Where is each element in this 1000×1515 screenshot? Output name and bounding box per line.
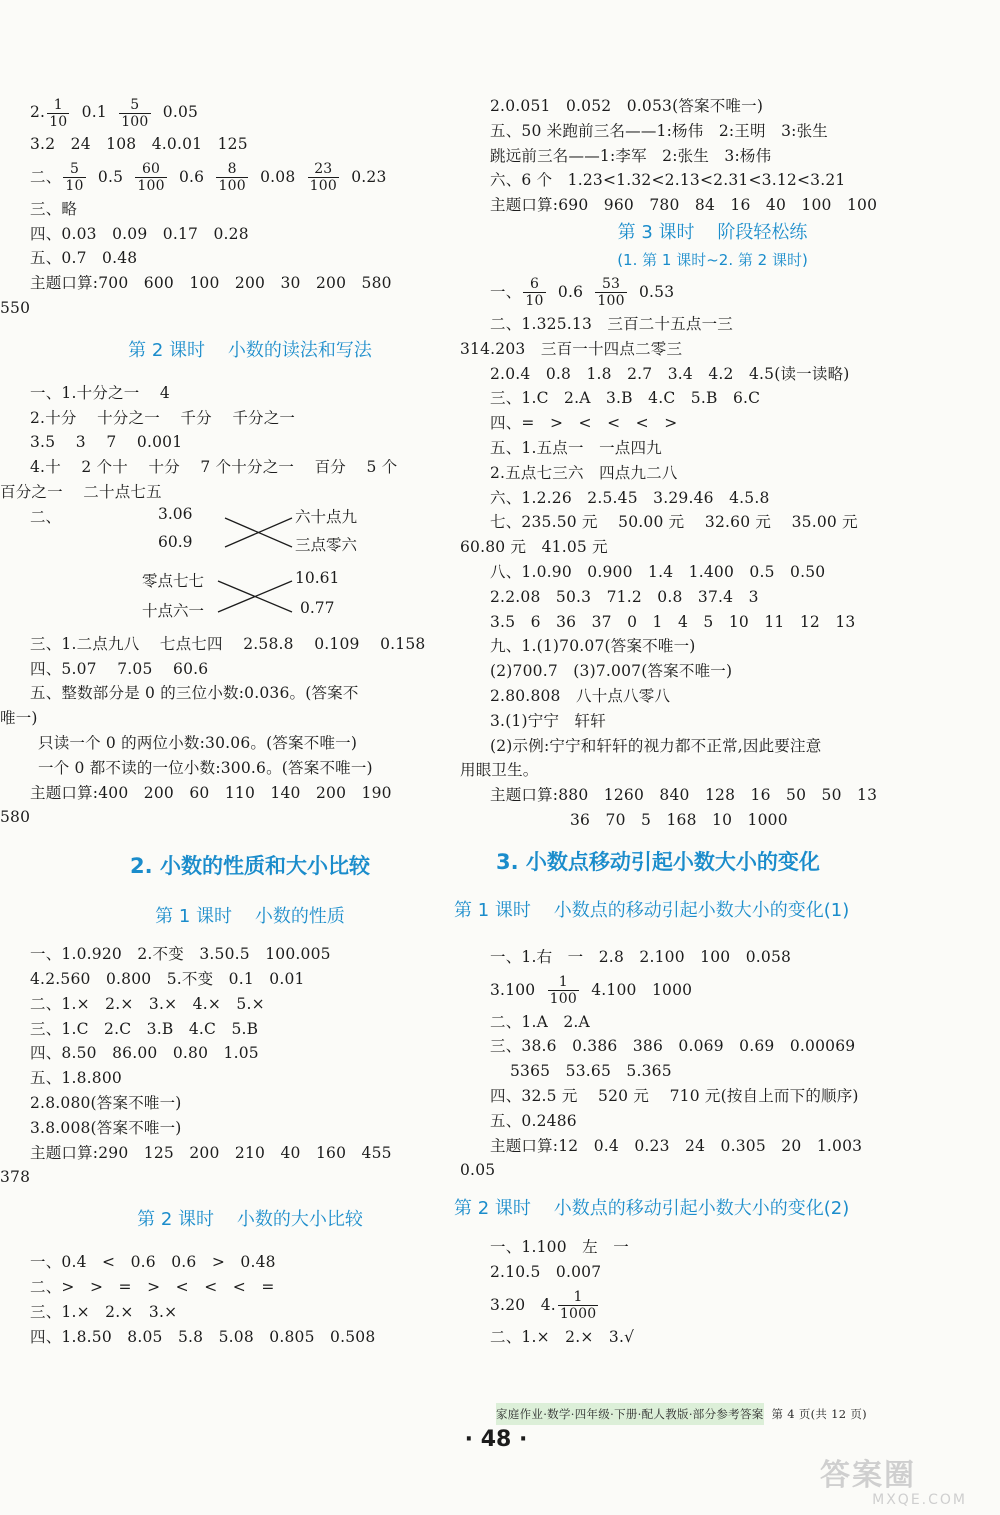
answer-line: 四、8.50 86.00 0.80 1.05 — [30, 1044, 259, 1063]
answer-line: 只读一个 0 的两位小数:30.06。(答案不唯一) — [38, 733, 358, 752]
answer-line: 五、0.2486 — [490, 1111, 577, 1130]
oral-calc-continuation: 0.05 — [460, 1161, 496, 1180]
answer-line: 2.8.080(答案不唯一) — [30, 1093, 182, 1112]
answer-line: 一、1.右 一 2.8 2.100 100 0.058 — [490, 947, 792, 966]
answer-line: 六、1.2.26 2.5.45 3.29.46 4.5.8 — [490, 488, 770, 507]
answer-line: 一、 $\frac{6}{10}$ 0.6 $\frac{53}{100}$ 0.53 — [490, 276, 675, 310]
answer-line: 三、1.二点九八 七点七四 2.58.8 0.109 0.158 — [30, 634, 426, 653]
unit-heading: 3. 小数点移动引起小数大小的变化 — [496, 849, 820, 874]
match-item: 0.77 — [300, 598, 335, 617]
answer-line: 一、1.100 左 一 — [490, 1238, 629, 1257]
answer-line: 跳远前三名——1:李军 2:张生 3:杨伟 — [490, 146, 772, 165]
answer-line: 二、1.A 2.A — [490, 1012, 590, 1031]
footer-strip: 家庭作业·数学·四年级·下册·配人教版·部分参考答案 第 4 页(共 12 页) — [496, 1403, 764, 1425]
left-column — [0, 92, 470, 1349]
answer-line: 用眼卫生。 — [460, 761, 539, 780]
answer-line: 60.80 元 41.05 元 — [460, 538, 608, 557]
answer-line: 4.十 2 个十 十分 7 个十分之一 百分 5 个 — [30, 458, 398, 477]
answer-line: 三、1.C 2.A 3.B 4.C 5.B 6.C — [490, 389, 761, 408]
oral-calc-continuation: 580 — [0, 808, 31, 827]
match-item: 10.61 — [295, 568, 340, 587]
answer-line: 2.80.808 八十点八零八 — [490, 686, 671, 705]
answer-line: 3.100 $\frac{1}{100}$ 4.100 1000 — [490, 974, 693, 1008]
oral-calc-line: 主题口算:690 960 780 84 16 40 100 100 — [490, 196, 878, 215]
unit-heading: 2. 小数的性质和大小比较 — [130, 854, 370, 879]
match-item: 三点零六 — [295, 535, 358, 554]
fraction: $\frac{8}{100}$ — [218, 161, 246, 195]
answer-line: 2. $\frac{1}{10}$ 0.1 $\frac{5}{100}$ 0.05 — [30, 96, 199, 130]
answer-line: 314.203 三百一十四点二零三 — [460, 339, 683, 358]
answer-line: 七、235.50 元 50.00 元 32.60 元 35.00 元 — [490, 513, 858, 532]
answer-line: 3.5 3 7 0.001 — [30, 433, 183, 452]
answer-line: 四、= > < < < > — [490, 414, 678, 433]
answer-line: 一、0.4 < 0.6 0.6 > 0.48 — [30, 1253, 276, 1272]
answer-line: (2)700.7 (3)7.007(答案不唯一) — [490, 662, 733, 681]
answer-line: 二、1.× 2.× 3.× 4.× 5.× — [30, 994, 265, 1013]
answer-line: 三、38.6 0.386 386 0.069 0.69 0.00069 — [490, 1037, 856, 1056]
fraction: $\frac{1}{10}$ — [49, 96, 68, 130]
match-item: 六十点九 — [295, 507, 358, 526]
matching-diagram — [30, 505, 470, 632]
oral-calc-continuation: 378 — [0, 1168, 31, 1187]
lesson-heading: 第 1 课时 小数的性质 — [155, 906, 345, 928]
answer-line: 2.五点七三六 四点九二八 — [490, 463, 678, 482]
answer-line: 四、32.5 元 520 元 710 元(按自上而下的顺序) — [490, 1086, 859, 1105]
answer-line: 3.(1)宁宁 轩轩 — [490, 711, 606, 730]
fraction: $\frac{1}{100}$ — [549, 974, 577, 1008]
oral-calc-line: 主题口算:400 200 60 110 140 200 190 — [30, 783, 392, 802]
answer-line: (2)示例:宁宁和轩轩的视力都不正常,因此要注意 — [490, 736, 822, 755]
answer-line: 五、1.8.800 — [30, 1069, 122, 1088]
watermark-logo — [820, 1460, 975, 1512]
answer-line: 3.2 24 108 4.0.01 125 — [30, 135, 248, 153]
answer-line: 九、1.(1)70.07(答案不唯一) — [490, 637, 696, 656]
answer-line: 3.8.008(答案不唯一) — [30, 1118, 182, 1137]
fraction: $\frac{6}{10}$ — [525, 276, 544, 310]
watermark-url: MXQE.COM — [872, 1492, 967, 1508]
answer-line: 五、0.7 0.48 — [30, 249, 138, 268]
answer-line: 三、1.C 2.C 3.B 4.C 5.B — [30, 1019, 259, 1038]
answer-line: 2.十分 十分之一 千分 千分之一 — [30, 408, 296, 427]
match-item: 60.9 — [158, 532, 193, 551]
answer-line: 八、1.0.90 0.900 1.4 1.400 0.5 0.50 — [490, 562, 826, 581]
match-item: 3.06 — [158, 504, 193, 523]
lesson-heading: 第 3 课时 阶段轻松练 — [617, 221, 808, 243]
answer-line: 2.0.051 0.052 0.053(答案不唯一) — [490, 97, 764, 115]
answer-line: 四、1.8.50 8.05 5.8 5.08 0.805 0.508 — [30, 1327, 376, 1346]
match-prefix: 二、 — [30, 507, 62, 526]
answer-line: 2.0.4 0.8 1.8 2.7 3.4 4.2 4.5(读一读略) — [490, 364, 850, 383]
right-column — [454, 94, 935, 1349]
answer-line: 三、略 — [30, 199, 78, 218]
answer-line: 二、 $\frac{5}{10}$ 0.5 $\frac{60}{100}$ 0.6 $\frac{8}{100}$ 0.08 $\frac{23}{100}$ 0.23 — [30, 161, 387, 195]
oral-calc-line: 主题口算:700 600 100 200 30 200 580 — [30, 274, 392, 293]
answer-line: 二、> > = > < < < = — [30, 1277, 275, 1296]
answer-line: 二、1.× 2.× 3.√ — [490, 1327, 635, 1346]
answer-line: 5365 53.65 5.365 — [510, 1062, 672, 1081]
answer-line: 百分之一 二十点七五 — [0, 482, 162, 501]
oral-calc-line: 主题口算:880 1260 840 128 16 50 50 13 — [490, 786, 878, 805]
answer-line: 五、整数部分是 0 的三位小数:0.036。(答案不 — [30, 684, 359, 703]
answer-line: 一、1.十分之一 4 — [30, 383, 170, 402]
answer-line: 3.5 6 36 37 0 1 4 5 10 11 12 13 — [490, 612, 856, 631]
oral-calc-line: 主题口算:290 125 200 210 40 160 455 — [30, 1143, 392, 1162]
answer-line: 2.2.08 50.3 71.2 0.8 37.4 3 — [490, 587, 759, 606]
match-item: 十点六一 — [142, 601, 205, 620]
oral-calc-continuation: 36 70 5 168 10 1000 — [570, 810, 788, 829]
answer-line: 五、50 米跑前三名——1:杨伟 2:王明 3:张生 — [490, 121, 828, 140]
oral-calc-continuation: 550 — [0, 298, 31, 317]
answer-line: 2.10.5 0.007 — [490, 1262, 602, 1281]
page-number: · 48 · — [464, 1427, 528, 1452]
lesson-heading: 第 1 课时 小数点的移动引起小数大小的变化(1) — [454, 899, 850, 921]
lesson-subheading: (1. 第 1 课时~2. 第 2 课时) — [617, 250, 808, 269]
fraction: $\frac{23}{100}$ — [309, 161, 337, 195]
answer-line: 3.20 4. $\frac{1}{1000}$ — [490, 1289, 597, 1323]
lesson-heading: 第 2 课时 小数点的移动引起小数大小的变化(2) — [454, 1198, 850, 1220]
match-item: 零点七七 — [142, 571, 205, 590]
answer-line: 4.2.560 0.800 5.不变 0.1 0.01 — [30, 969, 305, 988]
lesson-heading: 第 2 课时 小数的大小比较 — [137, 1209, 363, 1231]
answer-line: 四、5.07 7.05 60.6 — [30, 659, 209, 678]
fraction: $\frac{53}{100}$ — [597, 276, 625, 310]
matching-lines — [30, 505, 470, 632]
fraction: $\frac{1}{1000}$ — [559, 1289, 597, 1323]
oral-calc-line: 主题口算:12 0.4 0.23 24 0.305 20 1.003 — [490, 1136, 863, 1155]
fraction: $\frac{5}{100}$ — [121, 96, 149, 130]
fraction: $\frac{60}{100}$ — [137, 161, 165, 195]
lesson-heading: 第 2 课时 小数的读法和写法 — [128, 339, 372, 361]
answer-line: 一、1.0.920 2.不变 3.50.5 100.005 — [30, 945, 331, 964]
answer-line: 二、1.325.13 三百二十五点一三 — [490, 314, 734, 333]
answer-line: 三、1.× 2.× 3.× — [30, 1302, 178, 1321]
watermark-text: 答案圈 — [820, 1458, 916, 1493]
answer-line: 六、6 个 1.23<1.32<2.13<2.31<3.12<3.21 — [490, 171, 846, 190]
answer-line: 唯一) — [0, 709, 38, 728]
fraction: $\frac{5}{10}$ — [65, 161, 84, 195]
answer-line: 一个 0 都不读的一位小数:300.6。(答案不唯一) — [38, 758, 373, 777]
answer-line: 四、0.03 0.09 0.17 0.28 — [30, 224, 249, 243]
answer-line: 五、1.五点一 一点四九 — [490, 438, 662, 457]
